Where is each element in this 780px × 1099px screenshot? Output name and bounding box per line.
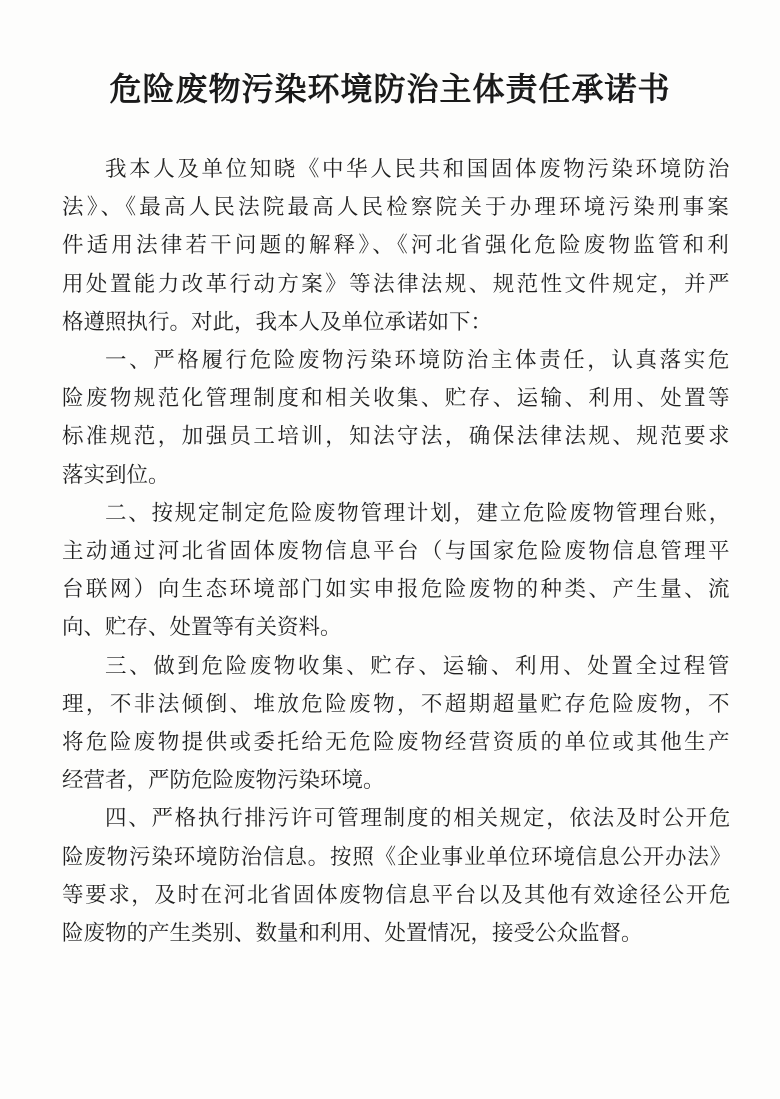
- paragraph-item-3: [62, 648, 732, 801]
- text-line: 险废物规范化管理制度和相关收集、贮存、运输、利用、处置等: [62, 386, 732, 412]
- text-line: 三、做到危险废物收集、贮存、运输、利用、处置全过程管: [105, 653, 732, 679]
- document-body: [62, 151, 732, 953]
- paragraph-item-1: [62, 342, 732, 495]
- text-line: 二、按规定制定危险废物管理计划，建立危险废物管理台账，: [105, 500, 732, 526]
- text-line: 件适用法律若干问题的解释》、《河北省强化危险废物监管和利: [62, 233, 732, 259]
- text-line: 将危险废物提供或委托给无危险废物经营资质的单位或其他生产: [62, 730, 732, 756]
- text-line: 落实到位。: [62, 462, 170, 488]
- text-line: 一、严格履行危险废物污染环境防治主体责任，认真落实危: [105, 348, 732, 374]
- text-line: 我本人及单位知晓《中华人民共和国固体废物污染环境防治: [105, 157, 732, 182]
- text-line: 标准规范，加强员工培训，知法守法，确保法律法规、规范要求: [62, 424, 732, 450]
- text-line: 等要求，及时在河北省固体废物信息平台以及其他有效途径公开危: [62, 882, 732, 908]
- text-line: 险废物污染环境防治信息。按照《企业事业单位环境信息公开办法》: [62, 844, 732, 870]
- text-line: 险废物的产生类别、数量和利用、处置情况，接受公众监督。: [62, 921, 643, 947]
- text-line: 四、严格执行排污许可管理制度的相关规定，依法及时公开危: [105, 806, 732, 832]
- text-line: 台联网）向生态环境部门如实申报危险废物的种类、产生量、流: [62, 577, 732, 603]
- text-line: 格遵照执行。对此，我本人及单位承诺如下：: [62, 309, 493, 335]
- text-line: 用处置能力改革行动方案》等法律法规、规范性文件规定，并严: [62, 271, 732, 297]
- text-line: 理，不非法倾倒、堆放危险废物，不超期超量贮存危险废物，不: [62, 691, 732, 717]
- paragraph-item-4: [62, 800, 732, 953]
- text-line: 向、贮存、处置等有关资料。: [62, 615, 342, 641]
- text-line: 经营者，严防危险废物污染环境。: [62, 768, 385, 794]
- text-line: 法》、《最高人民法院最高人民检察院关于办理环境污染刑事案: [62, 195, 732, 221]
- paragraph-intro: [62, 151, 732, 342]
- text-line: 主动通过河北省固体废物信息平台（与国家危险废物信息管理平: [62, 539, 732, 565]
- paragraph-item-2: [62, 495, 732, 648]
- document-title: 危险废物污染环境防治主体责任承诺书: [109, 70, 671, 108]
